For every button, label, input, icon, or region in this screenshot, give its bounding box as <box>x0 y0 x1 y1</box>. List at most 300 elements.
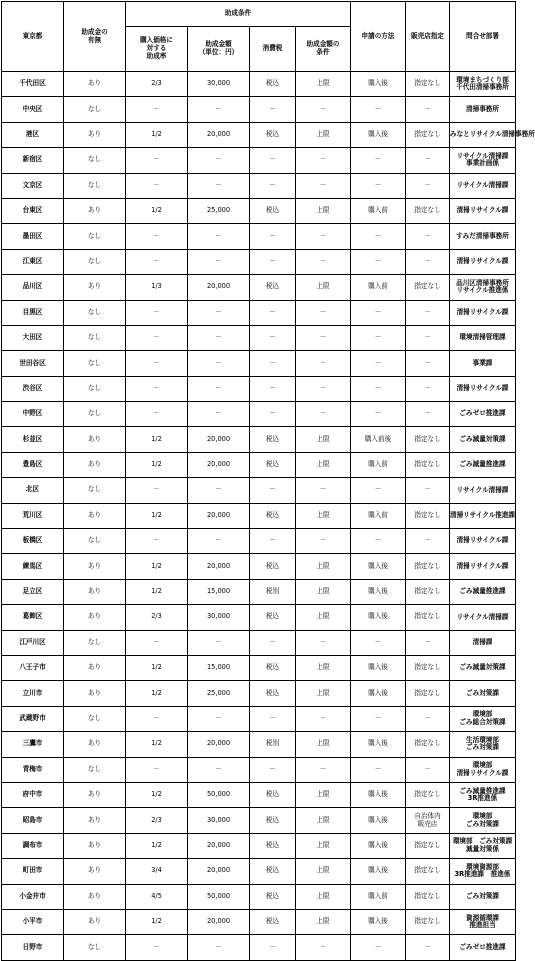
amount-cell: － <box>188 249 250 274</box>
area-cell: 小金井市 <box>2 884 64 909</box>
amount-condition-cell: 上限 <box>296 605 351 630</box>
table-row <box>2 782 516 807</box>
amount-cell: － <box>188 478 250 503</box>
amount-condition-cell: － <box>296 529 351 554</box>
contact-cell: 品川区清掃事務所 リサイクル推進係 <box>450 275 516 300</box>
contact-cell: ごみ減量推進課 <box>450 579 516 604</box>
area-cell: 港区 <box>2 122 64 147</box>
rate-cell: 2/3 <box>126 605 188 630</box>
amount-cell: － <box>188 325 250 350</box>
subsidy-cell: あり <box>64 427 126 452</box>
amount-cell: 20,000 <box>188 427 250 452</box>
amount-cell: － <box>188 224 250 249</box>
subsidy-cell: なし <box>64 351 126 376</box>
area-cell: 大田区 <box>2 325 64 350</box>
tax-cell: 税込 <box>250 884 296 909</box>
method-cell: － <box>351 173 406 198</box>
subsidy-cell: あり <box>64 605 126 630</box>
table-row <box>2 97 516 122</box>
tax-cell: － <box>250 529 296 554</box>
table-row <box>2 503 516 528</box>
area-cell: 三鷹市 <box>2 732 64 757</box>
method-cell: － <box>351 148 406 173</box>
amount-condition-cell: － <box>296 402 351 427</box>
tax-cell: 税別 <box>250 579 296 604</box>
table-row <box>2 325 516 350</box>
contact-cell: ごみ対策課 <box>450 884 516 909</box>
amount-condition-cell: － <box>296 351 351 376</box>
amount-cell: － <box>188 148 250 173</box>
area-cell: 板橋区 <box>2 529 64 554</box>
amount-condition-cell: 上限 <box>296 782 351 807</box>
rate-cell: 2/3 <box>126 72 188 97</box>
table-row <box>2 173 516 198</box>
amount-cell: － <box>188 402 250 427</box>
method-cell: 購入後 <box>351 605 406 630</box>
table-row <box>2 909 516 934</box>
store-cell: 指定なし <box>406 909 450 934</box>
table-row <box>2 402 516 427</box>
tax-cell: 税込 <box>250 859 296 884</box>
amount-cell: 30,000 <box>188 605 250 630</box>
amount-cell: 20,000 <box>188 275 250 300</box>
amount-condition-cell: 上限 <box>296 72 351 97</box>
table-row <box>2 757 516 782</box>
rate-cell: 1/2 <box>126 909 188 934</box>
subsidy-cell: あり <box>64 503 126 528</box>
subsidy-cell: なし <box>64 173 126 198</box>
area-cell: 調布市 <box>2 833 64 858</box>
rate-cell: － <box>126 148 188 173</box>
amount-cell: － <box>188 935 250 960</box>
amount-condition-cell: 上限 <box>296 275 351 300</box>
amount-condition-cell: － <box>296 706 351 731</box>
amount-condition-cell: － <box>296 300 351 325</box>
area-cell: 荒川区 <box>2 503 64 528</box>
contact-cell: 清掃事務所 <box>450 97 516 122</box>
subsidy-cell: あり <box>64 554 126 579</box>
tax-cell: 税込 <box>250 275 296 300</box>
contact-cell: 清掃リサイクル課 <box>450 198 516 223</box>
amount-condition-cell: 上限 <box>296 503 351 528</box>
tax-cell: － <box>250 630 296 655</box>
store-cell: 指定なし <box>406 605 450 630</box>
header-amount: 助成金額 （単位：円） <box>188 27 250 72</box>
table-row <box>2 681 516 706</box>
contact-cell: ごみ減量推進課 <box>450 452 516 477</box>
subsidy-cell: なし <box>64 249 126 274</box>
header-amount-condition: 助成金額の 条件 <box>296 27 351 72</box>
rate-cell: 1/2 <box>126 579 188 604</box>
table-row <box>2 732 516 757</box>
rate-cell: 1/2 <box>126 554 188 579</box>
subsidy-cell: あり <box>64 884 126 909</box>
store-cell: 指定なし <box>406 884 450 909</box>
table-row <box>2 427 516 452</box>
area-cell: 渋谷区 <box>2 376 64 401</box>
amount-condition-cell: 上限 <box>296 579 351 604</box>
tax-cell: 税込 <box>250 681 296 706</box>
contact-cell: 事業課 <box>450 351 516 376</box>
rate-cell: 4/5 <box>126 884 188 909</box>
area-cell: 中野区 <box>2 402 64 427</box>
area-cell: 墨田区 <box>2 224 64 249</box>
area-cell: 江東区 <box>2 249 64 274</box>
contact-cell: 生活環境部 ごみ対策課 <box>450 732 516 757</box>
area-cell: 練馬区 <box>2 554 64 579</box>
store-cell: － <box>406 173 450 198</box>
area-cell: 江戸川区 <box>2 630 64 655</box>
area-cell: 杉並区 <box>2 427 64 452</box>
rate-cell: － <box>126 376 188 401</box>
header-rate: 購入価格に 対する 助成率 <box>126 27 188 72</box>
amount-condition-cell: 上限 <box>296 452 351 477</box>
amount-condition-cell: 上限 <box>296 198 351 223</box>
contact-cell: 清掃リサイクル課 <box>450 376 516 401</box>
amount-condition-cell: 上限 <box>296 909 351 934</box>
tax-cell: 税込 <box>250 808 296 833</box>
contact-cell: すみだ清掃事務所 <box>450 224 516 249</box>
contact-cell: 環境部 ごみ対策課 減量対策係 <box>450 833 516 858</box>
amount-condition-cell: 上限 <box>296 732 351 757</box>
contact-cell: 清掃リサイクル課 <box>450 300 516 325</box>
amount-cell: 20,000 <box>188 833 250 858</box>
subsidy-cell: あり <box>64 122 126 147</box>
amount-condition-cell: 上限 <box>296 859 351 884</box>
method-cell: － <box>351 630 406 655</box>
tax-cell: 税込 <box>250 782 296 807</box>
store-cell: 指定なし <box>406 198 450 223</box>
rate-cell: － <box>126 300 188 325</box>
subsidy-cell: あり <box>64 681 126 706</box>
tax-cell: 税込 <box>250 909 296 934</box>
area-cell: 町田市 <box>2 859 64 884</box>
amount-cell: 20,000 <box>188 503 250 528</box>
subsidy-cell: あり <box>64 782 126 807</box>
store-cell: － <box>406 224 450 249</box>
contact-cell: ごみゼロ推進課 <box>450 402 516 427</box>
amount-cell: 30,000 <box>188 808 250 833</box>
tax-cell: 税別 <box>250 732 296 757</box>
amount-cell: 25,000 <box>188 198 250 223</box>
rate-cell: － <box>126 630 188 655</box>
area-cell: 豊島区 <box>2 452 64 477</box>
store-cell: － <box>406 706 450 731</box>
store-cell: 指定なし <box>406 427 450 452</box>
amount-cell: － <box>188 630 250 655</box>
rate-cell: 1/3 <box>126 275 188 300</box>
amount-cell: 15,000 <box>188 579 250 604</box>
contact-cell: ごみ対策課 <box>450 681 516 706</box>
contact-cell: ごみゼロ推進課 <box>450 935 516 960</box>
rate-cell: 1/2 <box>126 427 188 452</box>
tax-cell: 税込 <box>250 605 296 630</box>
table-row <box>2 198 516 223</box>
rate-cell: － <box>126 224 188 249</box>
subsidy-cell: あり <box>64 732 126 757</box>
contact-cell: 環境資源部 3R推進課 推進係 <box>450 859 516 884</box>
method-cell: － <box>351 249 406 274</box>
area-cell: 文京区 <box>2 173 64 198</box>
store-cell: － <box>406 325 450 350</box>
amount-condition-cell: 上限 <box>296 554 351 579</box>
subsidy-cell: あり <box>64 859 126 884</box>
subsidy-cell: なし <box>64 757 126 782</box>
rate-cell: － <box>126 757 188 782</box>
table-row <box>2 478 516 503</box>
subsidy-cell: なし <box>64 630 126 655</box>
contact-cell: 清掃リサイクル課 <box>450 554 516 579</box>
area-cell: 新宿区 <box>2 148 64 173</box>
subsidy-cell: なし <box>64 224 126 249</box>
tax-cell: 税込 <box>250 655 296 680</box>
contact-cell: リサイクル清掃課 <box>450 478 516 503</box>
rate-cell: － <box>126 706 188 731</box>
method-cell: 購入後 <box>351 833 406 858</box>
tax-cell: － <box>250 478 296 503</box>
amount-condition-cell: 上限 <box>296 427 351 452</box>
tax-cell: － <box>250 173 296 198</box>
rate-cell: － <box>126 402 188 427</box>
table-row <box>2 884 516 909</box>
tax-cell: － <box>250 249 296 274</box>
method-cell: 購入後 <box>351 909 406 934</box>
subsidy-cell: あり <box>64 579 126 604</box>
contact-cell: 資源循環課 推進担当 <box>450 909 516 934</box>
tax-cell: － <box>250 300 296 325</box>
store-cell: 指定なし <box>406 681 450 706</box>
area-cell: 八王子市 <box>2 655 64 680</box>
table-row <box>2 224 516 249</box>
tax-cell: － <box>250 402 296 427</box>
tax-cell: 税込 <box>250 452 296 477</box>
area-cell: 目黒区 <box>2 300 64 325</box>
table-row <box>2 249 516 274</box>
header-area: 東京都 <box>2 2 64 72</box>
amount-condition-cell: － <box>296 325 351 350</box>
contact-cell: 環境部 ごみ総合対策課 <box>450 706 516 731</box>
area-cell: 台東区 <box>2 198 64 223</box>
amount-cell: 50,000 <box>188 884 250 909</box>
store-cell: － <box>406 249 450 274</box>
subsidy-cell: なし <box>64 376 126 401</box>
table-row <box>2 72 516 97</box>
amount-condition-cell: － <box>296 148 351 173</box>
amount-cell: 20,000 <box>188 554 250 579</box>
amount-cell: 20,000 <box>188 909 250 934</box>
amount-condition-cell: － <box>296 376 351 401</box>
table-row <box>2 935 516 960</box>
area-cell: 千代田区 <box>2 72 64 97</box>
table-row <box>2 630 516 655</box>
rate-cell: 1/2 <box>126 503 188 528</box>
table-row <box>2 376 516 401</box>
amount-cell: 20,000 <box>188 452 250 477</box>
store-cell: 指定なし <box>406 72 450 97</box>
header-method: 申請の方法 <box>351 2 406 72</box>
method-cell: 購入後 <box>351 655 406 680</box>
table-row <box>2 452 516 477</box>
subsidy-cell: なし <box>64 706 126 731</box>
method-cell: 購入前後 <box>351 427 406 452</box>
subsidy-cell: あり <box>64 452 126 477</box>
method-cell: － <box>351 402 406 427</box>
contact-cell: 清掃リサイクル課 <box>450 529 516 554</box>
area-cell: 府中市 <box>2 782 64 807</box>
rate-cell: 1/2 <box>126 655 188 680</box>
area-cell: 日野市 <box>2 935 64 960</box>
header-contact: 問合せ部署 <box>450 2 516 72</box>
store-cell: － <box>406 402 450 427</box>
store-cell: 指定なし <box>406 452 450 477</box>
subsidy-cell: あり <box>64 275 126 300</box>
store-cell: 指定なし <box>406 732 450 757</box>
method-cell: － <box>351 325 406 350</box>
amount-cell: 30,000 <box>188 72 250 97</box>
area-cell: 中央区 <box>2 97 64 122</box>
contact-cell: 環境清掃管理課 <box>450 325 516 350</box>
area-cell: 武蔵野市 <box>2 706 64 731</box>
method-cell: 購入後 <box>351 782 406 807</box>
table-row <box>2 706 516 731</box>
table-row <box>2 529 516 554</box>
method-cell: 購入前 <box>351 503 406 528</box>
method-cell: 購入後 <box>351 122 406 147</box>
rate-cell: － <box>126 173 188 198</box>
table-row <box>2 275 516 300</box>
store-cell: 指定なし <box>406 275 450 300</box>
subsidy-cell: なし <box>64 300 126 325</box>
table-row <box>2 300 516 325</box>
method-cell: 購入後 <box>351 681 406 706</box>
store-cell: 指定なし <box>406 122 450 147</box>
subsidy-cell: なし <box>64 148 126 173</box>
header-store: 販売店指定 <box>406 2 450 72</box>
area-cell: 昭島市 <box>2 808 64 833</box>
tax-cell: 税込 <box>250 122 296 147</box>
rate-cell: 2/3 <box>126 808 188 833</box>
subsidy-table <box>1 1 535 961</box>
amount-cell: － <box>188 351 250 376</box>
contact-cell: ごみ減量推進課 3R推進係 <box>450 782 516 807</box>
table-row <box>2 655 516 680</box>
tax-cell: － <box>250 935 296 960</box>
tax-cell: 税込 <box>250 503 296 528</box>
subsidy-cell: あり <box>64 909 126 934</box>
area-cell: 品川区 <box>2 275 64 300</box>
method-cell: － <box>351 376 406 401</box>
contact-cell: 清掃リサイクル推進課 <box>450 503 516 528</box>
table-header <box>2 2 516 72</box>
store-cell: － <box>406 935 450 960</box>
method-cell: － <box>351 97 406 122</box>
amount-condition-cell: － <box>296 97 351 122</box>
table-row <box>2 833 516 858</box>
amount-cell: 20,000 <box>188 122 250 147</box>
amount-condition-cell: 上限 <box>296 833 351 858</box>
store-cell: － <box>406 148 450 173</box>
method-cell: － <box>351 757 406 782</box>
contact-cell: リサイクル清掃課 <box>450 605 516 630</box>
contact-cell: 環境部 ごみ対策課 <box>450 808 516 833</box>
table-row <box>2 554 516 579</box>
amount-cell: 25,000 <box>188 681 250 706</box>
store-cell: － <box>406 97 450 122</box>
rate-cell: － <box>126 529 188 554</box>
tax-cell: － <box>250 706 296 731</box>
tax-cell: 税込 <box>250 554 296 579</box>
rate-cell: 1/2 <box>126 732 188 757</box>
store-cell: － <box>406 630 450 655</box>
rate-cell: 1/2 <box>126 198 188 223</box>
method-cell: 購入前 <box>351 275 406 300</box>
store-cell: 指定なし <box>406 554 450 579</box>
rate-cell: 1/2 <box>126 782 188 807</box>
store-cell: － <box>406 529 450 554</box>
store-cell: － <box>406 478 450 503</box>
tax-cell: － <box>250 224 296 249</box>
amount-cell: 15,000 <box>188 655 250 680</box>
amount-cell: － <box>188 173 250 198</box>
contact-cell: 環境まちづくり部 千代田清掃事務所 <box>450 72 516 97</box>
amount-cell: － <box>188 376 250 401</box>
amount-condition-cell: － <box>296 173 351 198</box>
tax-cell: － <box>250 351 296 376</box>
method-cell: － <box>351 529 406 554</box>
rate-cell: － <box>126 478 188 503</box>
store-cell: 指定なし <box>406 579 450 604</box>
contact-cell: リサイクル清掃課 <box>450 173 516 198</box>
method-cell: 購入前 <box>351 198 406 223</box>
contact-cell: 清掃課 <box>450 630 516 655</box>
table-body <box>2 72 535 961</box>
method-cell: 購入前 <box>351 884 406 909</box>
subsidy-cell: なし <box>64 478 126 503</box>
method-cell: － <box>351 224 406 249</box>
area-cell: 小平市 <box>2 909 64 934</box>
amount-cell: － <box>188 757 250 782</box>
contact-cell: ごみ減量対策課 <box>450 427 516 452</box>
tax-cell: － <box>250 325 296 350</box>
amount-cell: － <box>188 97 250 122</box>
table-row <box>2 148 516 173</box>
amount-condition-cell: － <box>296 935 351 960</box>
amount-condition-cell: － <box>296 630 351 655</box>
amount-cell: 50,000 <box>188 782 250 807</box>
subsidy-cell: あり <box>64 808 126 833</box>
header-subsidy: 助成金の 有無 <box>64 2 126 72</box>
area-cell: 青梅市 <box>2 757 64 782</box>
rate-cell: 1/2 <box>126 681 188 706</box>
rate-cell: － <box>126 97 188 122</box>
method-cell: 購入後 <box>351 554 406 579</box>
table-row <box>2 808 516 833</box>
amount-condition-cell: 上限 <box>296 681 351 706</box>
amount-condition-cell: － <box>296 224 351 249</box>
table-row <box>2 122 516 147</box>
store-cell: － <box>406 300 450 325</box>
method-cell: 購入後 <box>351 579 406 604</box>
method-cell: － <box>351 706 406 731</box>
rate-cell: 1/2 <box>126 452 188 477</box>
amount-condition-cell: － <box>296 757 351 782</box>
rate-cell: 1/2 <box>126 833 188 858</box>
contact-cell: 清掃リサイクル課 <box>450 249 516 274</box>
subsidy-cell: なし <box>64 97 126 122</box>
contact-cell: ごみ減量対策課 <box>450 655 516 680</box>
rate-cell: － <box>126 351 188 376</box>
amount-cell: － <box>188 300 250 325</box>
